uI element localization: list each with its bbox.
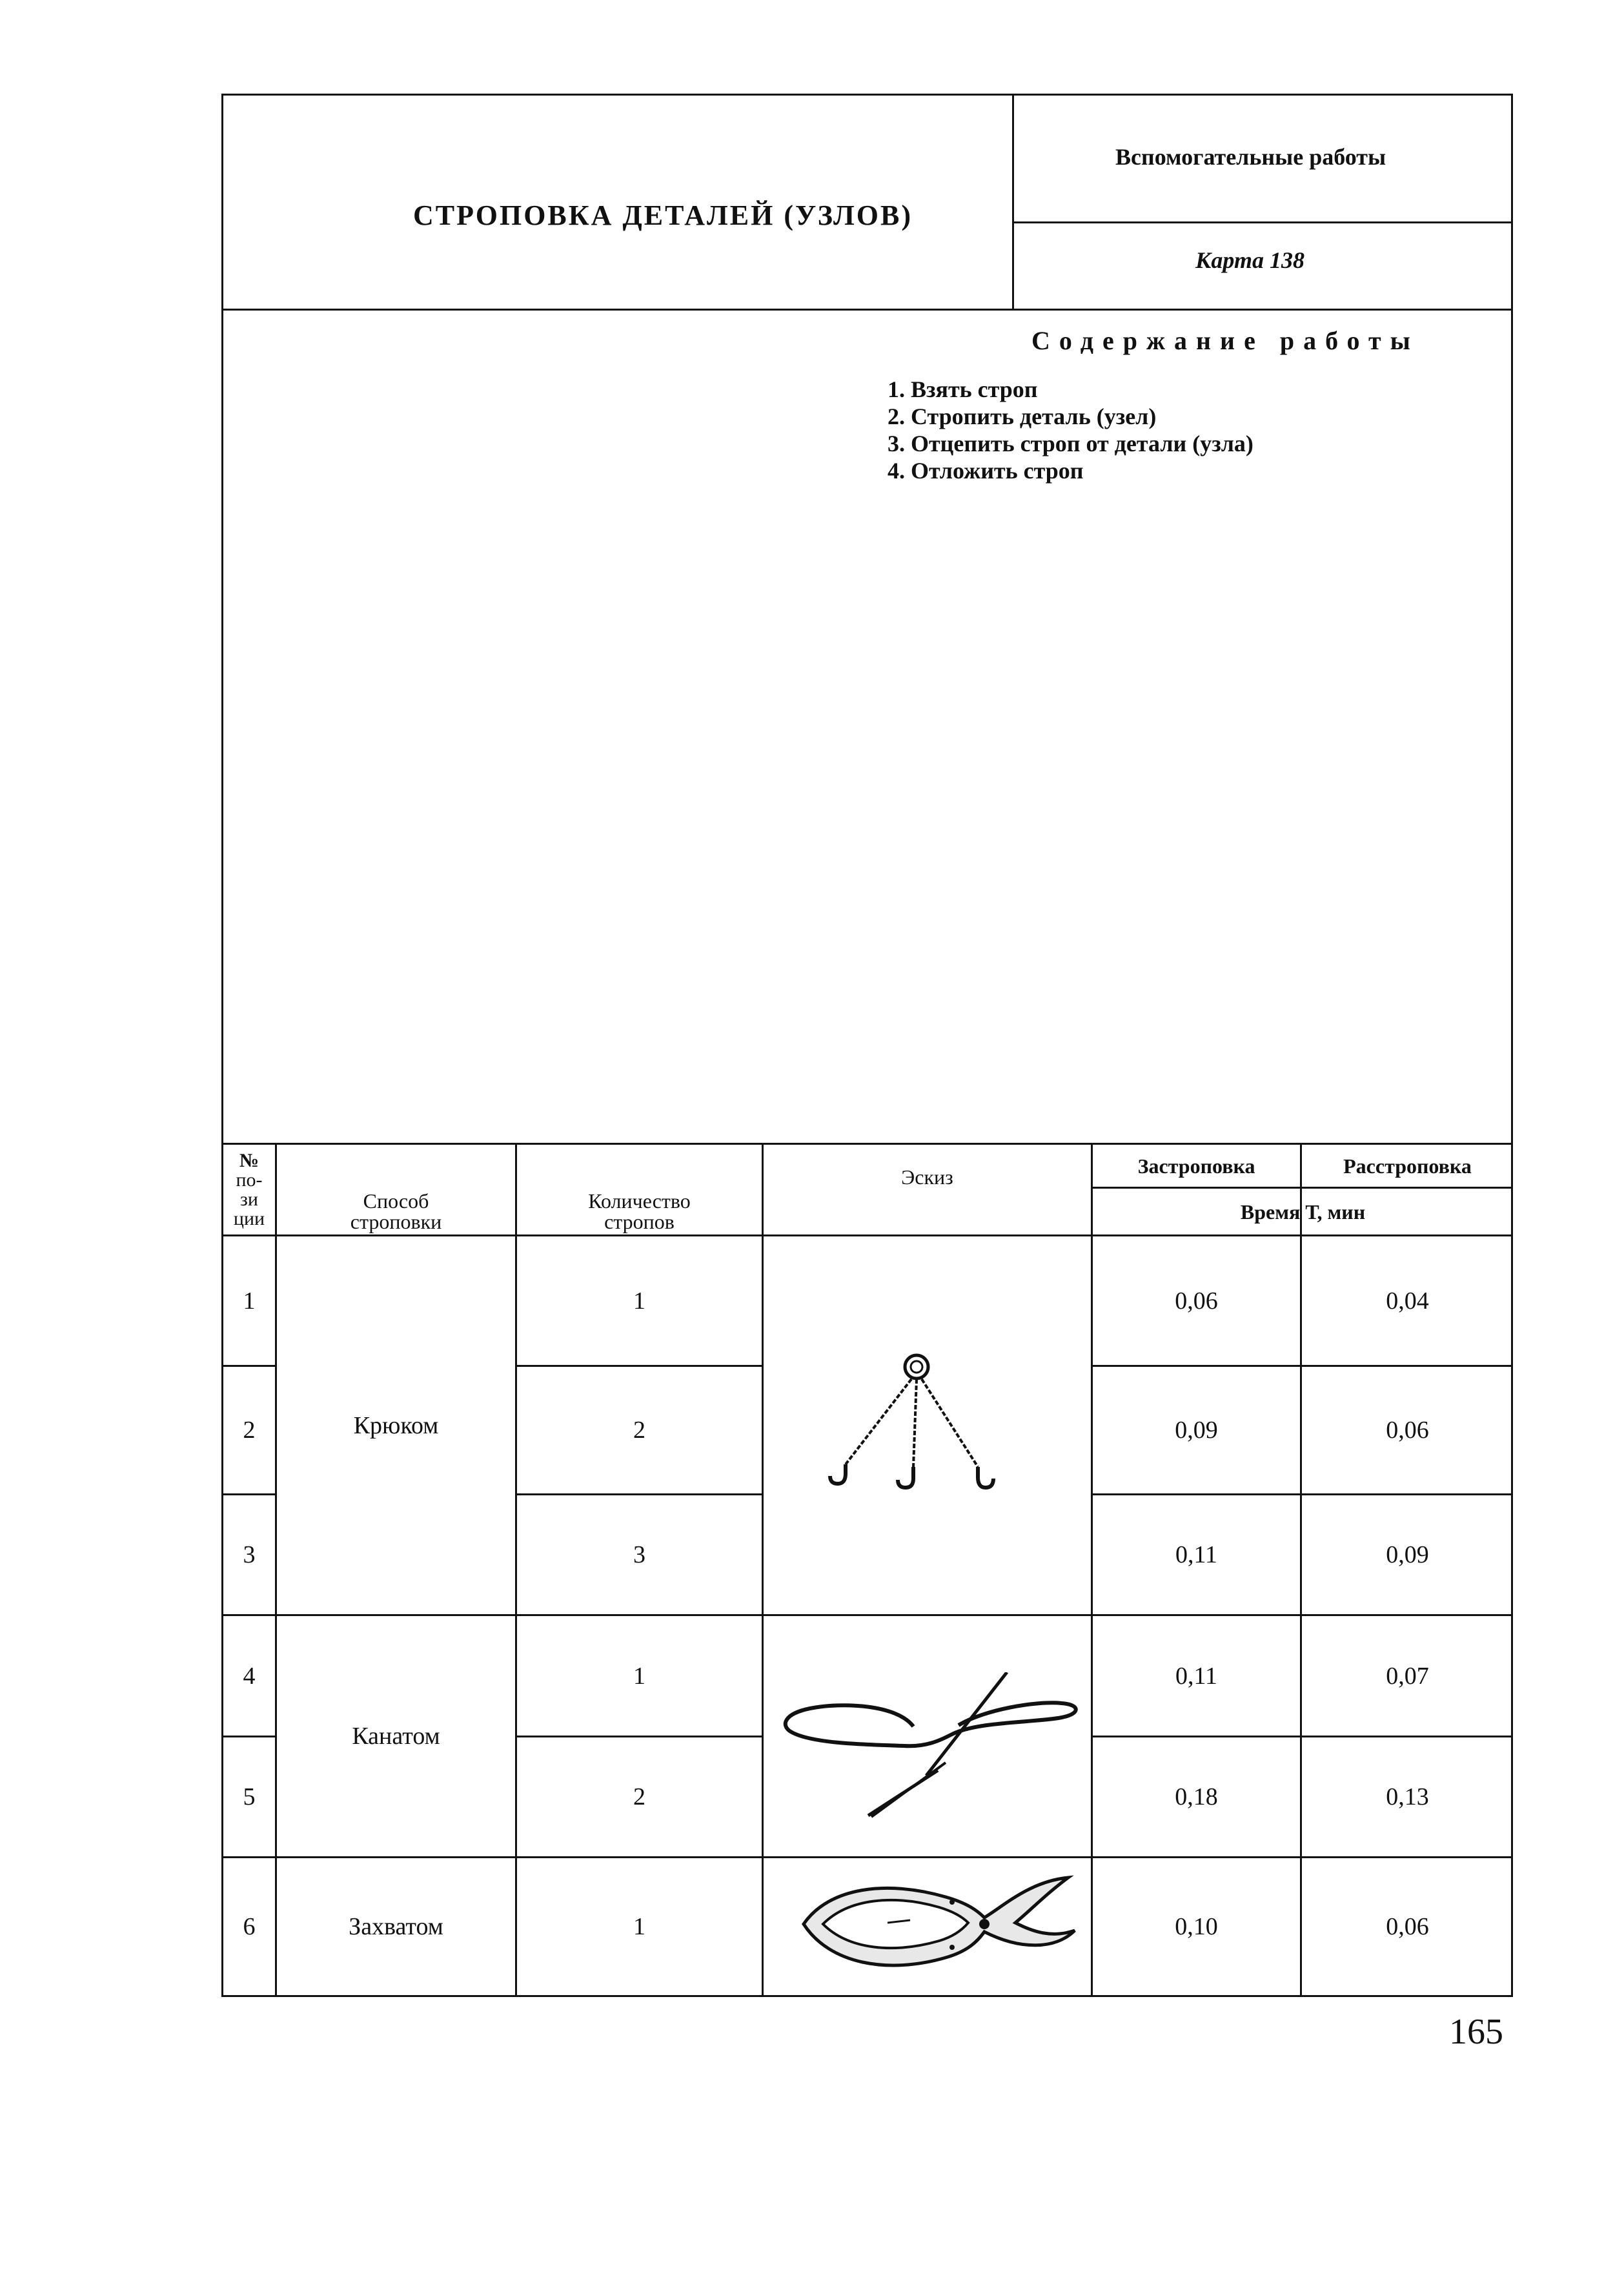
step-2: 2. Стропить деталь (узел) bbox=[888, 404, 1157, 429]
unrig-time-4: 0,07 bbox=[1386, 1662, 1429, 1690]
unrig-time-6: 0,06 bbox=[1386, 1913, 1429, 1940]
rig-time-4: 0,11 bbox=[1175, 1662, 1218, 1690]
unrig-time-1: 0,04 bbox=[1386, 1287, 1429, 1315]
header-sketch: Эскиз bbox=[901, 1165, 953, 1189]
header-divider bbox=[1012, 94, 1014, 309]
header-bottom-line bbox=[221, 309, 1513, 311]
page-number: 165 bbox=[1449, 2012, 1503, 2052]
header-method-line2: строповки bbox=[350, 1210, 442, 1233]
rope-sling-icon bbox=[765, 1672, 1088, 1827]
hook-sling-icon bbox=[820, 1349, 1013, 1504]
unrig-time-2: 0,06 bbox=[1386, 1417, 1429, 1444]
header-num-line3: зи bbox=[240, 1188, 258, 1210]
step-3: 3. Отцепить строп от детали (узла) bbox=[888, 431, 1254, 456]
header-count-line1: Количество bbox=[588, 1189, 691, 1213]
header-rig: Застроповка bbox=[1137, 1154, 1255, 1178]
row-num-5: 5 bbox=[243, 1783, 256, 1810]
step-4: 4. Отложить строп bbox=[888, 458, 1084, 484]
rig-time-3: 0,11 bbox=[1175, 1541, 1218, 1568]
header-num-line2: по- bbox=[236, 1169, 263, 1191]
rig-time-2: 0,09 bbox=[1175, 1417, 1218, 1444]
header-num-line4: ции bbox=[233, 1207, 265, 1229]
row-num-4: 4 bbox=[243, 1662, 256, 1690]
count-1: 1 bbox=[633, 1287, 645, 1315]
method-grab: Захватом bbox=[349, 1913, 443, 1940]
rig-time-1: 0,06 bbox=[1175, 1287, 1218, 1315]
header-method bbox=[277, 1188, 515, 1234]
header-right-divider bbox=[1012, 221, 1513, 223]
header-num-line1: № bbox=[239, 1149, 259, 1171]
page-title: СТРОПОВКА ДЕТАЛЕЙ (УЗЛОВ) bbox=[413, 200, 913, 231]
count-2: 2 bbox=[633, 1417, 645, 1444]
row-num-3: 3 bbox=[243, 1541, 256, 1568]
header-method-line1: Способ bbox=[363, 1189, 429, 1213]
count-6: 1 bbox=[633, 1913, 645, 1940]
header-count-line2: стропов bbox=[604, 1210, 675, 1233]
count-4: 1 bbox=[633, 1662, 645, 1690]
header-unrig: Расстроповка bbox=[1343, 1154, 1472, 1178]
grab-tongs-icon bbox=[791, 1861, 1094, 1990]
row-num-1: 1 bbox=[243, 1287, 256, 1315]
section-label: Вспомогательные работы bbox=[1115, 144, 1386, 170]
unrig-time-5: 0,13 bbox=[1386, 1783, 1429, 1810]
header-num bbox=[223, 1145, 275, 1234]
count-5: 2 bbox=[633, 1783, 645, 1810]
col-line-3 bbox=[762, 1143, 764, 1997]
method-rope: Канатом bbox=[352, 1723, 440, 1750]
unrig-time-3: 0,09 bbox=[1386, 1541, 1429, 1568]
count-3: 3 bbox=[633, 1541, 645, 1568]
step-1: 1. Взять строп bbox=[888, 376, 1038, 402]
row-num-6: 6 bbox=[243, 1913, 256, 1940]
row-num-2: 2 bbox=[243, 1417, 256, 1444]
rig-time-5: 0,18 bbox=[1175, 1783, 1218, 1810]
header-time: Время Т, мин bbox=[1240, 1200, 1366, 1224]
content-heading: Содержание работы bbox=[1031, 326, 1419, 355]
rig-time-6: 0,10 bbox=[1175, 1913, 1218, 1940]
card-number: Карта 138 bbox=[1195, 247, 1304, 273]
header-count bbox=[517, 1188, 762, 1234]
method-hook: Крюком bbox=[353, 1411, 439, 1439]
